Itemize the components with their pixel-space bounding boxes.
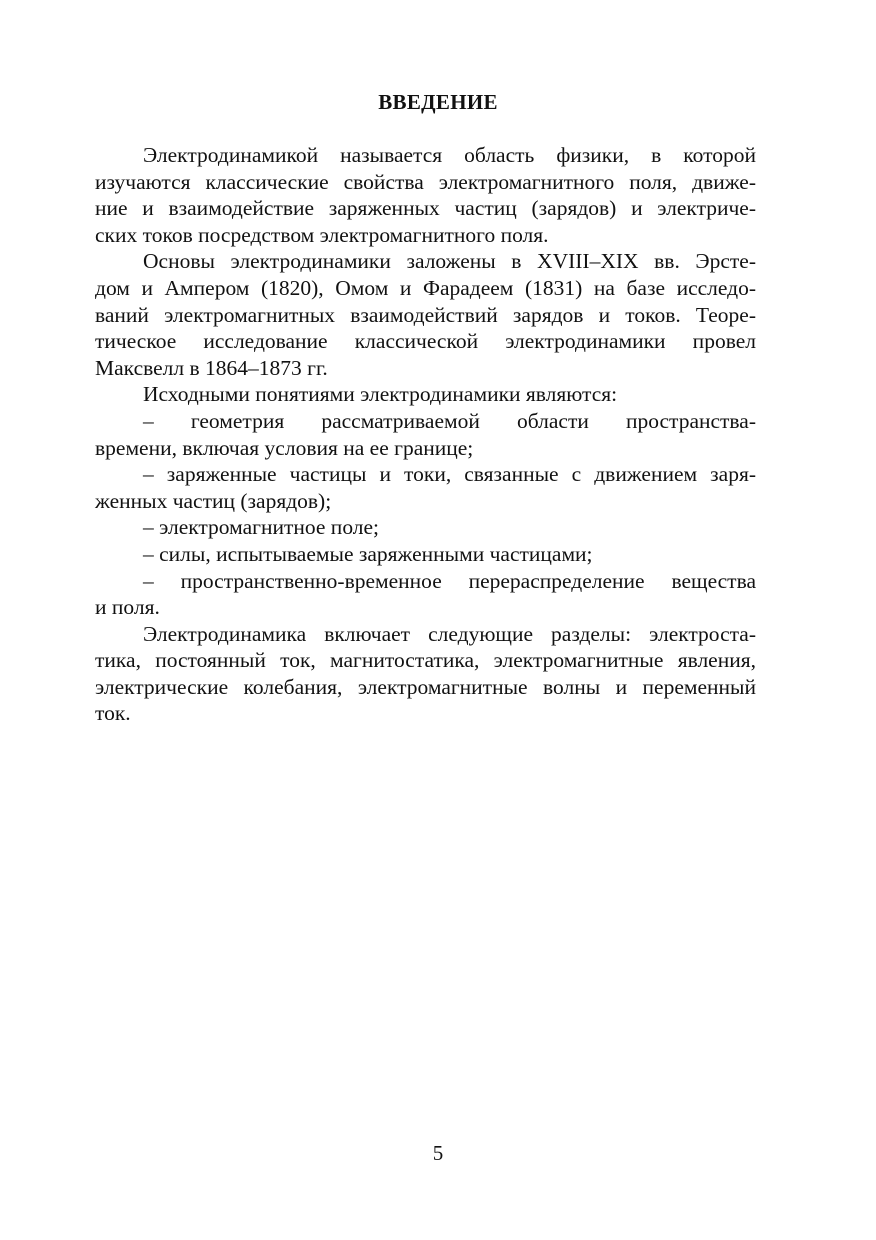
text-line: тическое исследование классической электродинамики провел: [95, 329, 756, 354]
paragraph-definition: [95, 142, 756, 248]
text-line: времени, включая условия на ее границе;: [95, 435, 474, 460]
body-text: [95, 142, 756, 727]
text-line: тика, постоянный ток, магнитостатика, электромагнитные явления,: [95, 648, 756, 673]
list-item-geometry: [95, 408, 756, 461]
text-line: ваний электромагнитных взаимодействий зарядов и токов. Теоре-: [95, 302, 756, 327]
text-line: электрические колебания, электромагнитные волны и переменный: [95, 674, 756, 699]
text-line: дом и Ампером (1820), Омом и Фарадеем (1831) на базе исследо-: [95, 275, 756, 300]
list-item-charges: [95, 461, 756, 514]
text-line: ток.: [95, 701, 131, 726]
text-line: Исходными понятиями электродинамики являются:: [143, 382, 618, 407]
list-item-forces: [95, 541, 756, 568]
page-number: 5: [432, 1141, 444, 1165]
text-line: изучаются классические свойства электромагнитного поля, движе-: [95, 169, 756, 194]
paragraph-concepts-intro: [95, 381, 756, 408]
text-line: Электродинамикой называется область физики, в которой: [143, 143, 756, 167]
text-line: Электродинамика включает следующие разделы: электроста-: [143, 621, 756, 646]
text-line: женных частиц (зарядов);: [95, 488, 332, 513]
list-item-redistribution: [95, 568, 756, 621]
text-line: ских токов посредством электромагнитного поля.: [95, 222, 549, 247]
list-item-field: [95, 514, 756, 541]
text-line: – электромагнитное поле;: [143, 515, 380, 540]
paragraph-sections: [95, 621, 756, 727]
text-line: Основы электродинамики заложены в XVIII–XIX вв. Эрсте-: [143, 249, 756, 274]
text-line: и поля.: [95, 595, 160, 620]
page-title: ВВЕДЕНИЕ: [378, 90, 498, 114]
text-line: – заряженные частицы и токи, связанные с движением заря-: [143, 462, 756, 487]
text-line: – силы, испытываемые заряженными частицами;: [143, 541, 593, 566]
text-line: Максвелл в 1864–1873 гг.: [95, 355, 328, 380]
text-line: ние и взаимодействие заряженных частиц (зарядов) и электриче-: [95, 196, 756, 221]
paragraph-history: [95, 248, 756, 381]
text-line: – пространственно-временное перераспределение вещества: [143, 568, 756, 593]
text-line: – геометрия рассматриваемой области пространства-: [143, 408, 756, 433]
